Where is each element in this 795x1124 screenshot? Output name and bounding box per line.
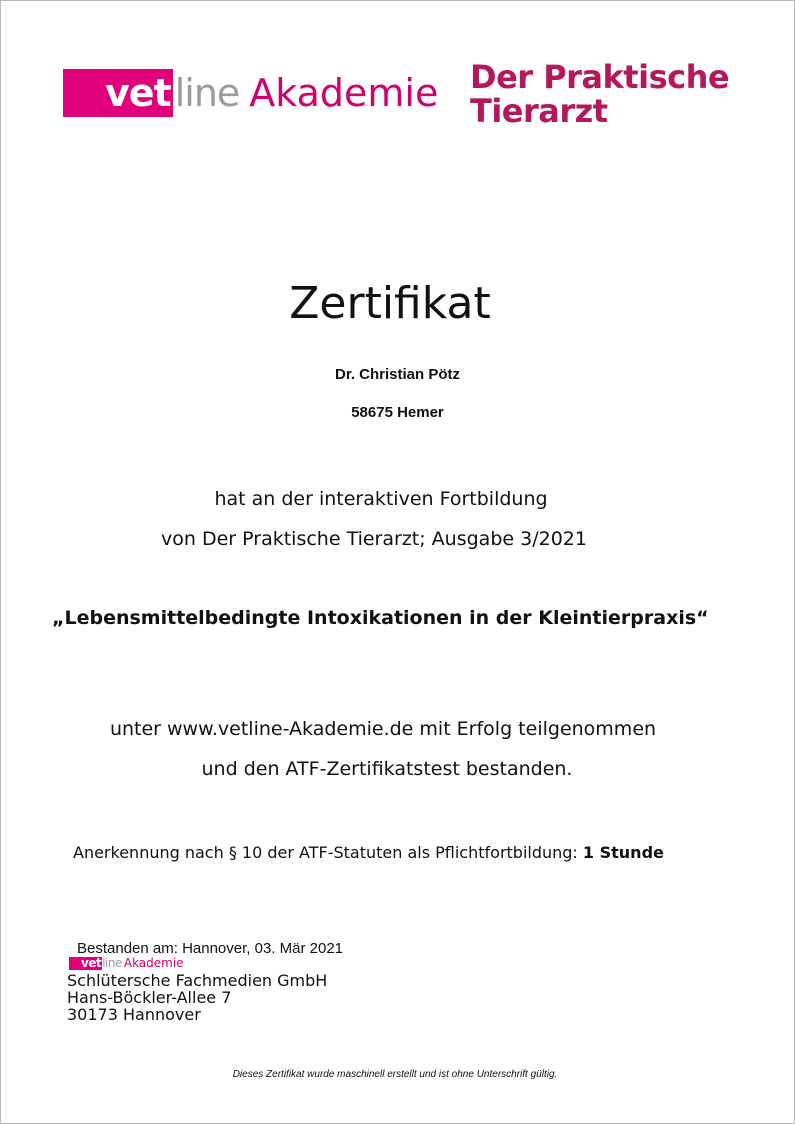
passed-date: Bestanden am: Hannover, 03. Mär 2021	[77, 940, 344, 957]
course-title: „Lebensmittelbedingte Intoxikationen in der Kleintierpraxis“	[52, 607, 709, 629]
recognition-statement	[73, 843, 664, 862]
footer-note: Dieses Zertifikat wurde maschinell erstellt und ist ohne Unterschrift gültig.	[232, 1069, 558, 1080]
mini-logo-line-text: line	[102, 956, 122, 970]
logo-akademie-text: Akademie	[249, 71, 439, 115]
recipient-name: Dr. Christian Pötz	[334, 366, 461, 383]
issuer-address	[67, 972, 327, 1023]
recipient-city: 58675 Hemer	[351, 404, 444, 421]
issuer-city: 30173 Hannover	[67, 1005, 201, 1024]
vetline-akademie-logo	[63, 68, 438, 118]
mini-logo-akademie-text: Akademie	[123, 956, 184, 970]
recognition-hours: 1 Stunde	[582, 843, 664, 862]
dpt-logo-line1: Der Praktische	[470, 58, 730, 96]
issuer-street: Hans-Böckler-Allee 7	[67, 988, 232, 1007]
certificate-title: Zertifikat	[289, 278, 491, 329]
mini-logo-vet-text: vet	[69, 957, 102, 970]
statement-line-4: und den ATF-Zertifikatstest bestanden.	[201, 758, 573, 780]
statement-line-1: hat an der interaktiven Fortbildung	[214, 488, 548, 510]
dpt-logo-line2: Tierarzt	[470, 92, 608, 130]
logo-vet-text: vet	[63, 69, 173, 117]
logo-line-text: line	[174, 71, 240, 115]
statement-line-2: von Der Praktische Tierarzt; Ausgabe 3/2021	[161, 528, 587, 550]
der-praktische-tierarzt-logo	[470, 60, 729, 128]
statement-line-3: unter www.vetline-Akademie.de mit Erfolg teilgenommen	[109, 718, 657, 740]
recognition-text: Anerkennung nach § 10 der ATF-Statuten als Pflichtfortbildung:	[73, 843, 583, 862]
vetline-akademie-mini-logo	[69, 956, 184, 970]
issuer-company: Schlütersche Fachmedien GmbH	[67, 971, 328, 990]
